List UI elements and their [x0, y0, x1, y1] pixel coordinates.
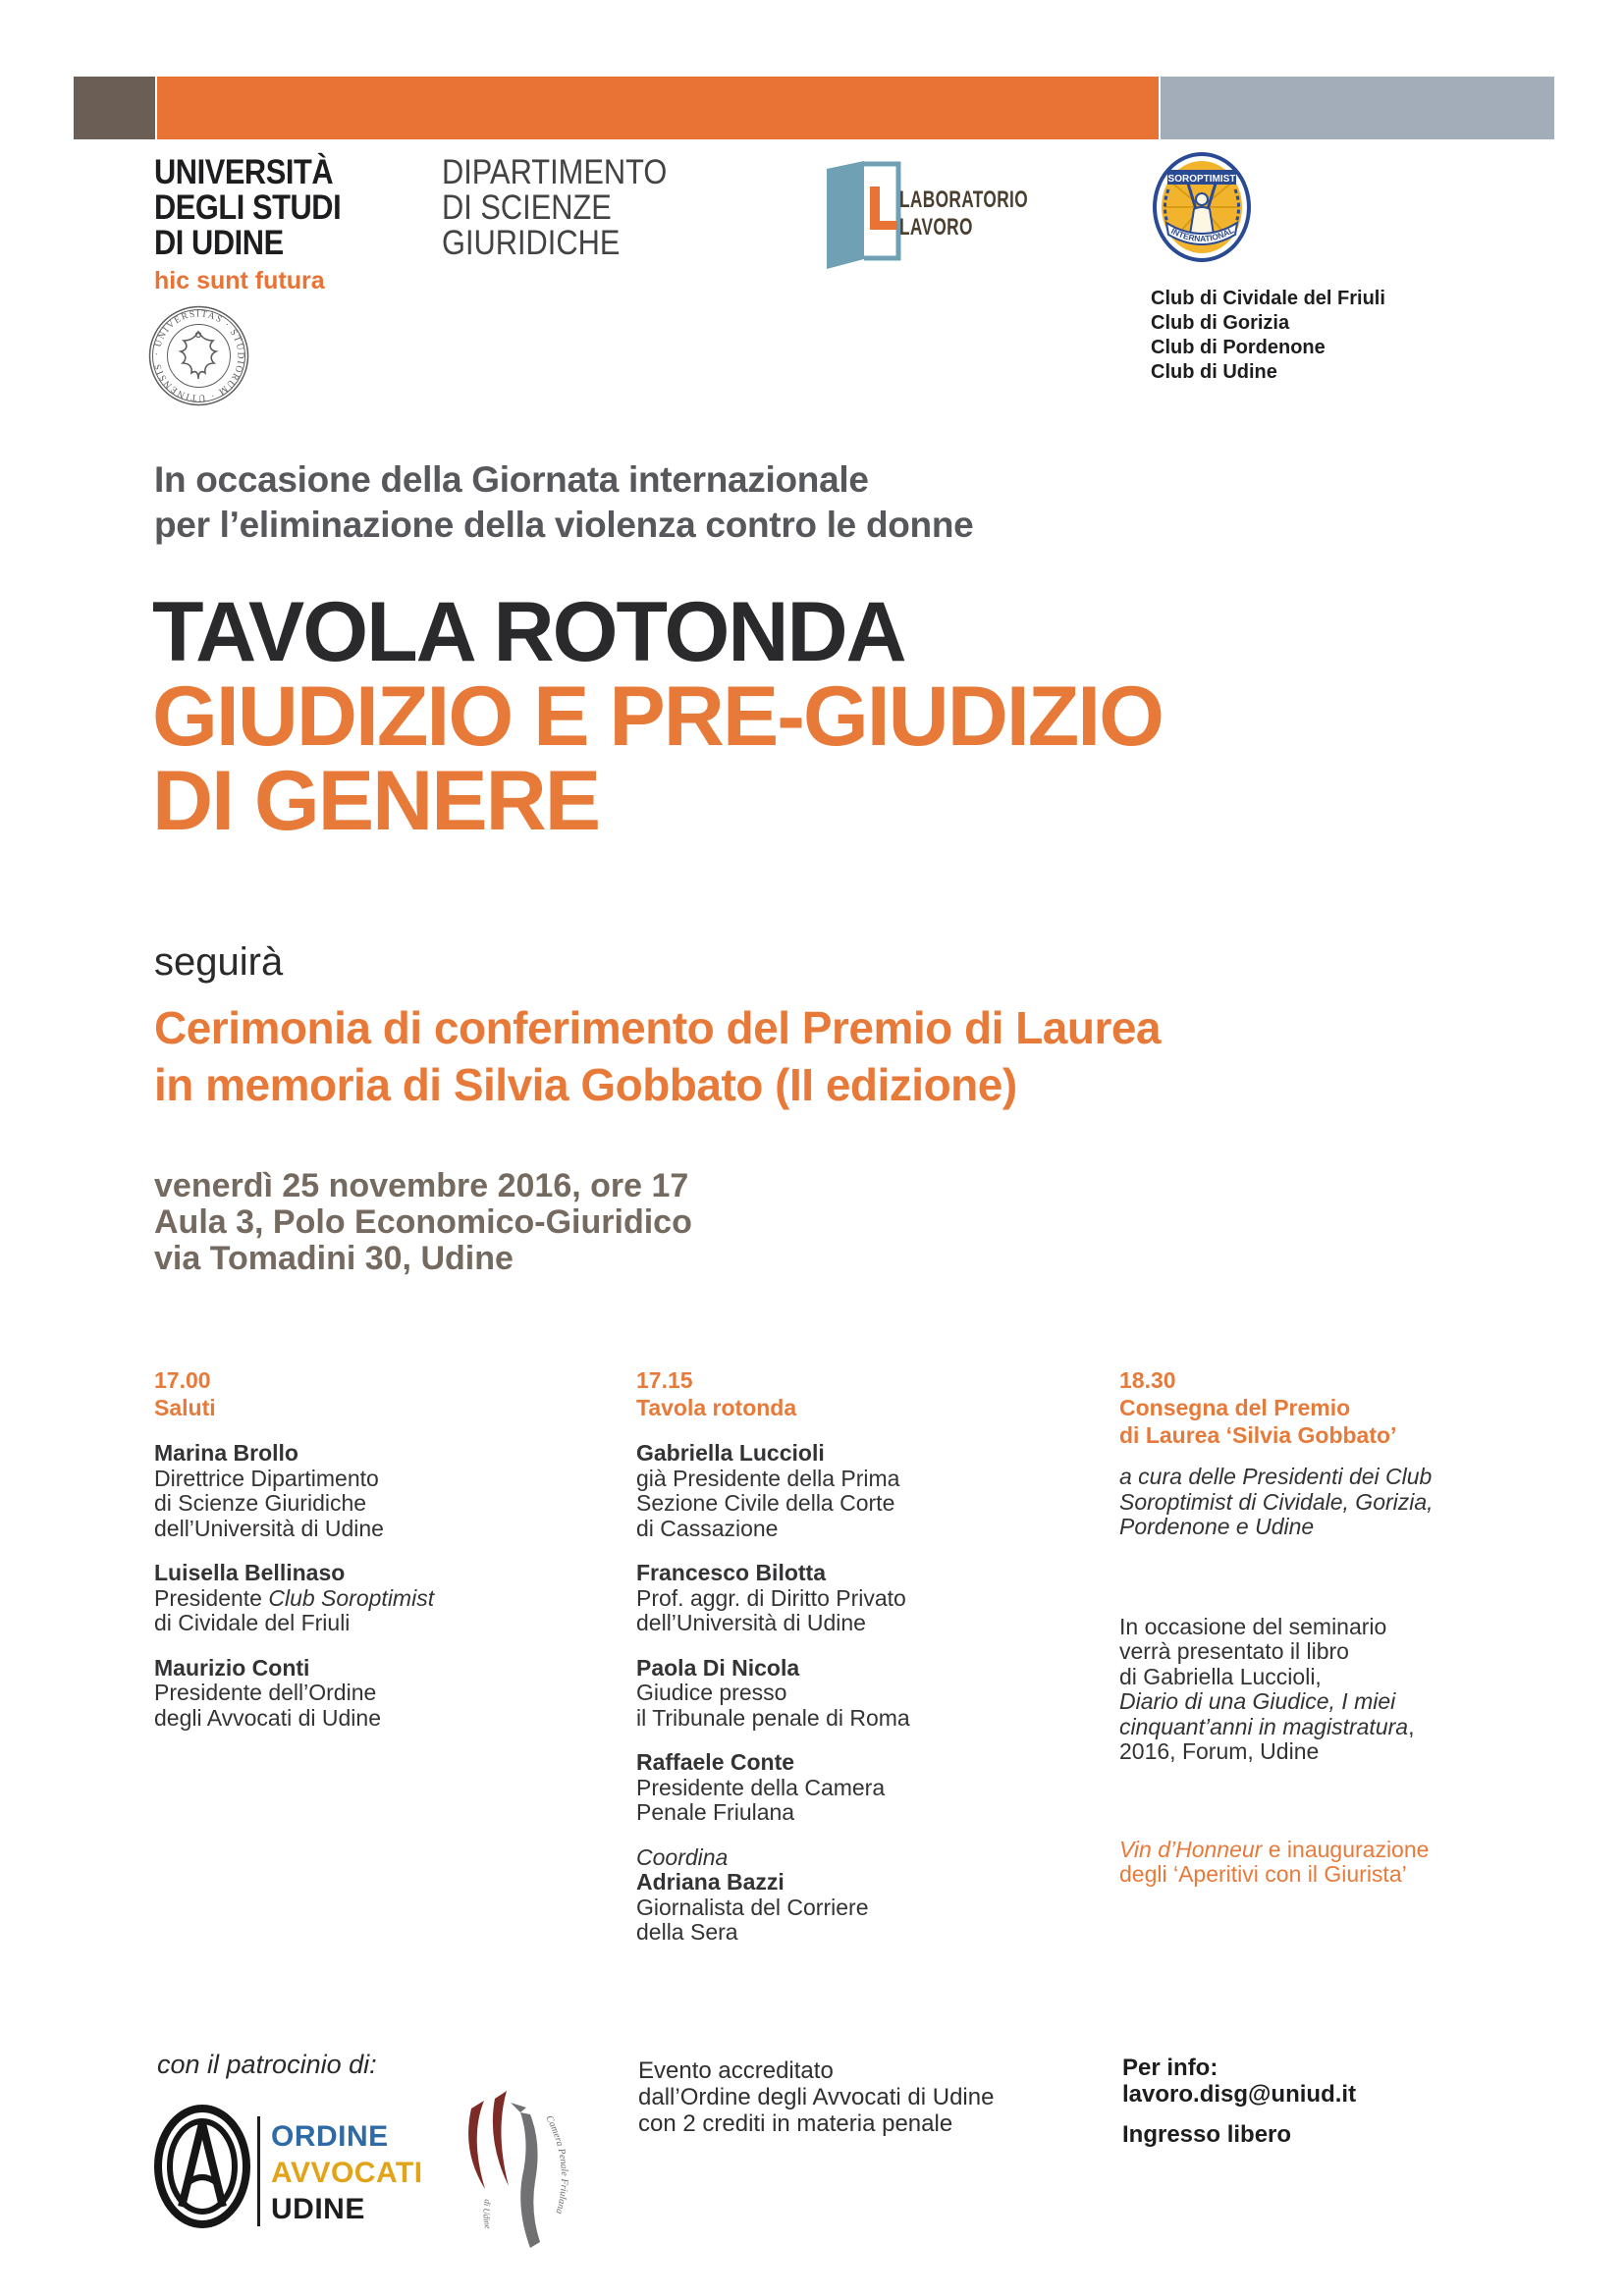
- club-item: Club di Cividale del Friuli: [1151, 288, 1385, 309]
- program-line: [1119, 1739, 1581, 1765]
- program-block: [1119, 1465, 1581, 1540]
- text-segment: Luisella Bellinaso: [154, 1560, 346, 1585]
- text-segment: Diario di una Giudice, I miei: [1119, 1688, 1396, 1714]
- text-segment: Adriana Bazzi: [636, 1869, 785, 1895]
- soroptimist-seal-icon: [1153, 152, 1251, 262]
- program-line: [1119, 1838, 1581, 1863]
- svg-text:· UNIVERSITAS · STUDIORUM · UT: [152, 309, 244, 401]
- program-block: [1119, 1838, 1581, 1888]
- ordine-avvocati-wordmark: [271, 2118, 423, 2227]
- info-block: [1122, 2055, 1356, 2148]
- soroptimist-banner-text: SOROPTIMIST: [1167, 174, 1236, 185]
- university-motto: hic sunt futura: [154, 267, 325, 294]
- text-segment: Presidente dell’Ordine: [154, 1680, 377, 1705]
- text-segment: Giornalista del Corriere: [636, 1894, 869, 1920]
- venue-line-3: via Tomadini 30, Udine: [154, 1240, 514, 1277]
- text-segment: già Presidente della Prima: [636, 1465, 900, 1491]
- program-line: [154, 1517, 616, 1542]
- camera-arc-right-text: Camera Penale Friulana: [543, 2113, 570, 2216]
- program-column: [154, 1366, 616, 1731]
- text-segment: Raffaele Conte: [636, 1749, 795, 1775]
- ordine-avvocati-emblem-icon: [153, 2103, 251, 2230]
- program-line: [636, 1586, 1098, 1612]
- accreditation: [638, 2057, 994, 2137]
- laboratorio-lavoro-wordmark: [899, 187, 1028, 241]
- ordine-line-3: UDINE: [271, 2193, 365, 2225]
- topbar-bluegray-band: [1161, 77, 1554, 139]
- program-line: [154, 1656, 616, 1682]
- program-heading: Saluti: [154, 1395, 216, 1420]
- program-line: [154, 1681, 616, 1706]
- club-item: Club di Gorizia: [1151, 312, 1290, 334]
- title-black-line: TAVOLA ROTONDA: [152, 585, 905, 679]
- program-line: [1119, 1665, 1581, 1690]
- program-columns: [0, 1366, 1624, 2014]
- university-line-2: DEGLI STUDI: [154, 188, 342, 227]
- text-segment: degli ‘Aperitivi con il Giurista’: [1119, 1861, 1407, 1887]
- program-column: [636, 1366, 1098, 1946]
- program-line: [636, 1467, 1098, 1492]
- club-item: Club di Udine: [1151, 361, 1277, 383]
- university-wordmark: [154, 155, 341, 261]
- program-block: [636, 1750, 1098, 1826]
- program-line: [636, 1800, 1098, 1826]
- text-segment: dell’Università di Udine: [154, 1515, 384, 1541]
- text-segment: Soroptimist di Cividale, Gorizia,: [1119, 1488, 1434, 1515]
- text-segment: e inaugurazione: [1262, 1836, 1430, 1862]
- program-line: [154, 1561, 616, 1586]
- subtitle-ceremony: [154, 999, 1161, 1113]
- department-line-1: DIPARTIMENTO: [442, 153, 668, 191]
- text-segment: Giudice presso: [636, 1680, 787, 1705]
- text-segment: Sezione Civile della Corte: [636, 1490, 895, 1516]
- lab-line-1: LABORATORIO: [899, 187, 1028, 213]
- program-line: [636, 1870, 1098, 1896]
- program-time: 18.30: [1119, 1367, 1176, 1393]
- text-segment: Pordenone e Udine: [1119, 1514, 1315, 1539]
- text-segment: di Scienze Giuridiche: [154, 1490, 367, 1516]
- text-segment: il Tribunale penale di Roma: [636, 1704, 910, 1731]
- program-block: [636, 1561, 1098, 1636]
- svg-text:Camera Penale Friulana: [543, 2113, 569, 2215]
- text-segment: Direttrice Dipartimento: [154, 1465, 379, 1491]
- text-segment: Presidente: [154, 1584, 269, 1611]
- program-line: [154, 1441, 616, 1467]
- program-line: [636, 1706, 1098, 1732]
- text-segment: Marina Brollo: [154, 1440, 298, 1466]
- program-line: [636, 1656, 1098, 1682]
- program-time: 17.00: [154, 1367, 211, 1393]
- accreditation-line: con 2 crediti in materia penale: [638, 2110, 953, 2137]
- intro-line-2: per l’eliminazione della violenza contro le donne: [154, 505, 974, 545]
- university-line-1: UNIVERSITÀ: [154, 153, 334, 191]
- text-segment: di Cassazione: [636, 1515, 779, 1541]
- text-segment: Maurizio Conti: [154, 1654, 310, 1681]
- program-block: [154, 1561, 616, 1636]
- ordine-divider: [257, 2116, 260, 2226]
- laboratorio-lavoro-door-icon: [815, 147, 903, 270]
- soroptimist-ribbon-text: INTERNATIONAL: [1169, 225, 1236, 244]
- program-heading: di Laurea ‘Silvia Gobbato’: [1119, 1422, 1397, 1448]
- text-segment: 2016, Forum, Udine: [1119, 1738, 1320, 1764]
- program-block: [636, 1845, 1098, 1946]
- text-segment: Coordina: [636, 1843, 729, 1870]
- text-segment: Club Soroptimist: [268, 1584, 435, 1611]
- ordine-line-2: AVVOCATI: [271, 2157, 423, 2189]
- venue-block: [154, 1168, 692, 1277]
- venue-line-1: venerdì 25 novembre 2016, ore 17: [154, 1167, 689, 1204]
- intro-text: [154, 457, 973, 548]
- program-line: [154, 1611, 616, 1636]
- intro-line-1: In occasione della Giornata internazionale: [154, 459, 869, 500]
- subtitle-lead: seguirà: [154, 940, 284, 984]
- program-column: [1119, 1366, 1581, 1888]
- program-line: [1119, 1615, 1581, 1640]
- program-heading: Tavola rotonda: [636, 1395, 797, 1420]
- ordine-line-1: ORDINE: [271, 2120, 389, 2153]
- program-line: [636, 1611, 1098, 1636]
- program-line: [636, 1681, 1098, 1706]
- university-seal-arc-text: · UNIVERSITAS · STUDIORUM · UTINENSIS: [152, 309, 245, 402]
- program-block: [154, 1656, 616, 1732]
- soroptimist-club-list: [1151, 287, 1385, 385]
- program-line: [1119, 1715, 1581, 1740]
- program-line: [636, 1845, 1098, 1871]
- program-line: [154, 1706, 616, 1732]
- text-segment: degli Avvocati di Udine: [154, 1704, 381, 1731]
- text-segment: di Cividale del Friuli: [154, 1610, 351, 1635]
- program-line: [1119, 1465, 1581, 1490]
- text-segment: Vin d’Honneur: [1119, 1836, 1263, 1862]
- camera-penale-emblem-icon: [440, 2083, 602, 2265]
- program-line: [1119, 1862, 1581, 1888]
- subtitle-line-2: in memoria di Silvia Gobbato (II edizione): [154, 1059, 1017, 1110]
- text-segment: a cura delle Presidenti dei Club: [1119, 1464, 1433, 1489]
- department-line-2: DI SCIENZE: [442, 188, 612, 227]
- university-line-3: DI UDINE: [154, 224, 284, 262]
- text-segment: di Gabriella Luccioli,: [1119, 1663, 1322, 1689]
- club-item: Club di Pordenone: [1151, 337, 1326, 358]
- program-line: [1119, 1490, 1581, 1516]
- info-note: Ingresso libero: [1122, 2121, 1292, 2148]
- program-line: [1119, 1515, 1581, 1540]
- program-block: [1119, 1615, 1581, 1765]
- program-line: [636, 1920, 1098, 1946]
- program-line: [636, 1896, 1098, 1921]
- accreditation-line: Evento accreditato: [638, 2057, 834, 2084]
- topbar-orange-band: [157, 77, 1159, 139]
- text-segment: della Sera: [636, 1919, 738, 1945]
- program-line: [636, 1491, 1098, 1517]
- text-segment: dell’Università di Udine: [636, 1610, 866, 1635]
- program-line: [1119, 1639, 1581, 1665]
- text-segment: Francesco Bilotta: [636, 1560, 826, 1585]
- program-line: [1119, 1689, 1581, 1715]
- accreditation-line: dall’Ordine degli Avvocati di Udine: [638, 2084, 995, 2110]
- program-line: [636, 1561, 1098, 1586]
- department-line-3: GIURIDICHE: [442, 224, 621, 262]
- text-segment: In occasione del seminario: [1119, 1613, 1387, 1639]
- program-line: [636, 1750, 1098, 1776]
- text-segment: Penale Friulana: [636, 1799, 795, 1825]
- info-label: Per info:: [1122, 2055, 1218, 2081]
- program-line: [154, 1586, 616, 1612]
- text-segment: Presidente della Camera: [636, 1774, 886, 1800]
- program-heading: Consegna del Premio: [1119, 1395, 1351, 1420]
- text-segment: cinquant’anni in magistratura: [1119, 1713, 1409, 1739]
- title-orange-line-2: DI GENERE: [152, 754, 600, 848]
- text-segment: verrà presentato il libro: [1119, 1638, 1349, 1664]
- lab-line-2: LAVORO: [899, 214, 973, 240]
- program-line: [636, 1441, 1098, 1467]
- text-segment: Prof. aggr. di Diritto Privato: [636, 1584, 906, 1611]
- venue-line-2: Aula 3, Polo Economico-Giuridico: [154, 1203, 692, 1241]
- svg-text:di Udine: [481, 2199, 493, 2230]
- text-segment: Paola Di Nicola: [636, 1654, 800, 1681]
- program-line: [154, 1491, 616, 1517]
- department-wordmark: [442, 155, 667, 261]
- university-seal-icon: [147, 304, 250, 407]
- main-title: [152, 585, 1164, 848]
- program-block: [636, 1441, 1098, 1541]
- topbar-brown-square: [74, 77, 155, 139]
- program-block: [154, 1441, 616, 1541]
- text-segment: ,: [1408, 1713, 1415, 1739]
- program-time: 17.15: [636, 1367, 693, 1393]
- patronage-label: con il patrocinio di:: [157, 2050, 377, 2079]
- title-orange-line-1: GIUDIZIO E PRE-GIUDIZIO: [152, 669, 1164, 764]
- program-line: [154, 1467, 616, 1492]
- program-block: [636, 1656, 1098, 1732]
- subtitle-line-1: Cerimonia di conferimento del Premio di Laurea: [154, 1002, 1162, 1053]
- program-line: [636, 1517, 1098, 1542]
- text-segment: Gabriella Luccioli: [636, 1440, 825, 1466]
- camera-arc-left-text: di Udine: [481, 2198, 494, 2230]
- info-email: lavoro.disg@uniud.it: [1122, 2081, 1357, 2108]
- program-line: [636, 1776, 1098, 1801]
